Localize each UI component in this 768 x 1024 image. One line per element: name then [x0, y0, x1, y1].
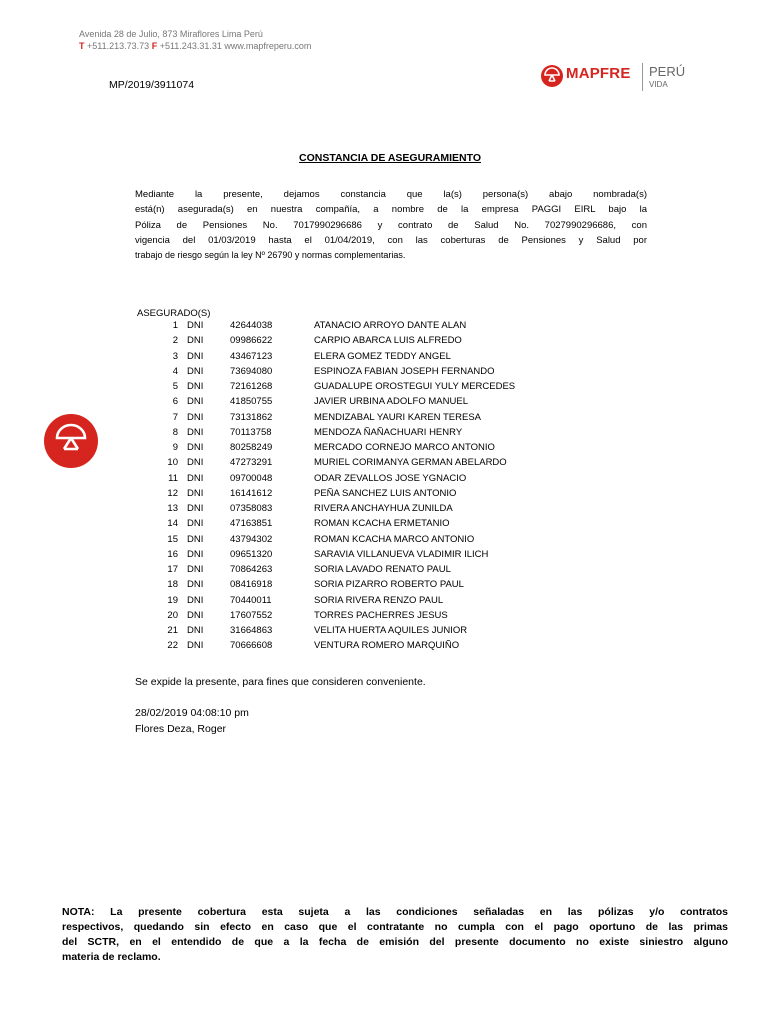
insured-number: 7 [172, 411, 178, 423]
fax-label: F [151, 41, 158, 51]
insured-row [0, 579, 768, 594]
insured-name: SORIA PIZARRO ROBERTO PAUL [314, 579, 464, 591]
document-type: DNI [187, 609, 204, 621]
company-contact-line [79, 40, 311, 52]
insured-name: ROMAN KCACHA ERMETANIO [314, 518, 450, 530]
website-link: www.mapfreperu.com [224, 41, 312, 51]
insured-row [0, 488, 768, 503]
insured-name: ODAR ZEVALLOS JOSE YGNACIO [314, 472, 467, 484]
insured-number: 15 [167, 533, 178, 545]
insured-number: 4 [172, 365, 178, 377]
insured-name: MURIEL CORIMANYA GERMAN ABELARDO [314, 457, 507, 469]
document-type: DNI [187, 320, 204, 331]
intro-line: trabajo de riesgo según la ley Nº 26790 y normas complementarias. [135, 250, 406, 261]
document-type: DNI [187, 548, 204, 560]
document-number: 43794302 [230, 533, 273, 545]
company-address: Avenida 28 de Julio, 873 Miraflores Lima Perú [79, 29, 263, 39]
fax-number: +511.243.31.31 [159, 41, 222, 51]
insured-row [0, 427, 768, 442]
document-type: DNI [187, 533, 204, 545]
insured-name: SORIA RIVERA RENZO PAUL [314, 594, 444, 606]
insured-number: 13 [167, 503, 178, 514]
insured-name: ROMAN KCACHA MARCO ANTONIO [314, 533, 475, 545]
document-type: DNI [187, 579, 204, 591]
insured-name: RIVERA ANCHAYHUA ZUNILDA [314, 503, 453, 514]
insured-name: SARAVIA VILLANUEVA VLADIMIR ILICH [314, 548, 489, 560]
document-number: 70440011 [230, 594, 272, 606]
insured-row [0, 518, 768, 533]
insured-row [0, 366, 768, 381]
document-type: DNI [187, 442, 204, 453]
insured-name: MENDOZA ÑAÑACHUARI HENRY [314, 426, 463, 438]
intro-paragraph [135, 187, 647, 263]
document-type: DNI [187, 625, 204, 636]
document-number: 17607552 [230, 609, 273, 621]
insured-row [0, 503, 768, 518]
intro-line: está(n) asegurada(s) en nuestra compañía, a nombre de la empresa PAGGI EIRL bajo la [135, 204, 647, 216]
insured-row [0, 457, 768, 472]
document-type: DNI [187, 365, 204, 377]
insured-number: 2 [172, 335, 178, 347]
insured-number: 6 [172, 396, 178, 408]
nota-paragraph [62, 905, 728, 965]
document-number: 41850755 [230, 396, 273, 408]
insured-name: MENDIZABAL YAURI KAREN TERESA [314, 411, 481, 423]
document-number: 43467123 [230, 350, 273, 362]
insured-row [0, 442, 768, 457]
issue-datetime: 28/02/2019 04:08:10 pm [135, 707, 249, 719]
mapfre-seal-icon [540, 64, 564, 88]
insured-name: ELERA GOMEZ TEDDY ANGEL [314, 350, 451, 362]
insured-number: 21 [167, 625, 178, 636]
document-number: 72161268 [230, 381, 273, 392]
document-number: 16141612 [230, 487, 273, 499]
intro-line: Póliza de Pensiones No. 7017990296686 y contrato de Salud No. 7027990296686, con [135, 219, 647, 231]
logo-country: PERÚ [649, 64, 686, 79]
insured-name: SORIA LAVADO RENATO PAUL [314, 564, 451, 575]
phone-label: T [79, 41, 85, 51]
document-type: DNI [187, 381, 204, 392]
document-number: 08416918 [230, 579, 273, 591]
nota-line: NOTA: La presente cobertura esta sujeta a las condiciones señaladas en las pólizas y/o contratos [62, 906, 728, 918]
document-type: DNI [187, 564, 204, 575]
company-address-block [79, 28, 311, 52]
phone-number: +511.213.73.73 [87, 41, 150, 51]
insured-row [0, 351, 768, 366]
insured-row [0, 396, 768, 411]
insured-row [0, 640, 768, 655]
logo-divider [642, 63, 643, 91]
document-type: DNI [187, 503, 204, 514]
document-type: DNI [187, 457, 204, 469]
insured-number: 11 [168, 472, 178, 484]
insured-name: GUADALUPE OROSTEGUI YULY MERCEDES [314, 381, 516, 392]
insured-number: 3 [172, 350, 178, 362]
document-type: DNI [187, 472, 204, 484]
insured-row [0, 595, 768, 610]
document-number: 31664863 [230, 625, 273, 636]
document-type: DNI [187, 426, 204, 438]
insured-name: VELITA HUERTA AQUILES JUNIOR [314, 625, 468, 636]
insured-number: 12 [167, 487, 178, 499]
insured-number: 8 [172, 426, 178, 438]
document-type: DNI [187, 518, 204, 530]
document-type: DNI [187, 594, 204, 606]
document-type: DNI [187, 487, 204, 499]
document-type: DNI [187, 411, 204, 423]
insured-heading: ASEGURADO(S) [137, 308, 211, 319]
logo-brand: MAPFRE [566, 65, 631, 82]
insured-row [0, 549, 768, 564]
document-type: DNI [187, 396, 204, 408]
insured-row [0, 534, 768, 549]
document-number: 73131862 [230, 411, 273, 423]
nota-line: del SCTR, en el entendido de que a la fecha de emisión del presente documento no existe siniestro alguno [62, 936, 728, 948]
insured-number: 17 [167, 564, 178, 575]
logo-business-line: VIDA [649, 80, 668, 89]
document-number: 07358083 [230, 503, 273, 514]
insured-number: 22 [167, 640, 178, 652]
document-number: 09700048 [230, 472, 273, 484]
insured-number: 10 [167, 457, 178, 469]
mapfre-seal-icon [44, 414, 98, 468]
document-reference: MP/2019/3911074 [109, 79, 195, 91]
document-type: DNI [187, 640, 204, 652]
insured-row [0, 335, 768, 350]
insured-name: JAVIER URBINA ADOLFO MANUEL [314, 396, 468, 408]
nota-line: respectivos, quedando sin efecto en caso que el contratante no cumpla con el pago oportuno de las primas [62, 921, 728, 933]
document-number: 47273291 [230, 457, 273, 469]
document-number: 42644038 [230, 320, 273, 331]
document-number: 70113758 [230, 426, 272, 438]
insured-row [0, 320, 768, 335]
document-number: 09651320 [230, 548, 273, 560]
document-type: DNI [187, 335, 204, 347]
signer-name: Flores Deza, Roger [135, 723, 227, 735]
document-number: 47163851 [230, 518, 273, 530]
document-number: 70864263 [230, 564, 273, 575]
insured-row [0, 473, 768, 488]
insured-name: VENTURA ROMERO MARQUIÑO [314, 640, 460, 652]
insured-number: 5 [172, 381, 178, 392]
intro-line: Mediante la presente, dejamos constancia que la(s) persona(s) abajo nombrada(s) [135, 189, 647, 200]
insured-number: 9 [172, 442, 178, 453]
insured-row [0, 381, 768, 396]
document-type: DNI [187, 350, 204, 362]
insured-number: 20 [167, 609, 178, 621]
insured-name: ATANACIO ARROYO DANTE ALAN [314, 320, 467, 331]
document-title: CONSTANCIA DE ASEGURAMIENTO [298, 152, 481, 164]
insured-number: 16 [167, 548, 178, 560]
insured-name: CARPIO ABARCA LUIS ALFREDO [314, 335, 462, 347]
insured-number: 1 [172, 320, 178, 331]
insured-row [0, 625, 768, 640]
document-number: 09986622 [230, 335, 273, 347]
document-number: 80258249 [230, 442, 273, 453]
insured-row [0, 412, 768, 427]
insured-name: TORRES PACHERRES JESUS [314, 609, 448, 621]
insured-name: ESPINOZA FABIAN JOSEPH FERNANDO [314, 365, 495, 377]
nota-line: materia de reclamo. [62, 951, 161, 963]
insured-number: 18 [167, 579, 178, 591]
insured-name: MERCADO CORNEJO MARCO ANTONIO [314, 442, 495, 453]
insured-name: PEÑA SANCHEZ LUIS ANTONIO [314, 487, 457, 499]
closing-statement: Se expide la presente, para fines que consideren conveniente. [135, 676, 426, 688]
intro-line: vigencia del 01/03/2019 hasta el 01/04/2019, con las coberturas de Pensiones y Salud por [135, 234, 647, 246]
document-number: 73694080 [230, 365, 273, 377]
insured-row [0, 610, 768, 625]
insured-number: 14 [167, 518, 178, 530]
insured-number: 19 [167, 594, 178, 606]
mapfre-logo [538, 61, 690, 93]
insured-row [0, 564, 768, 579]
document-number: 70666608 [230, 640, 273, 652]
